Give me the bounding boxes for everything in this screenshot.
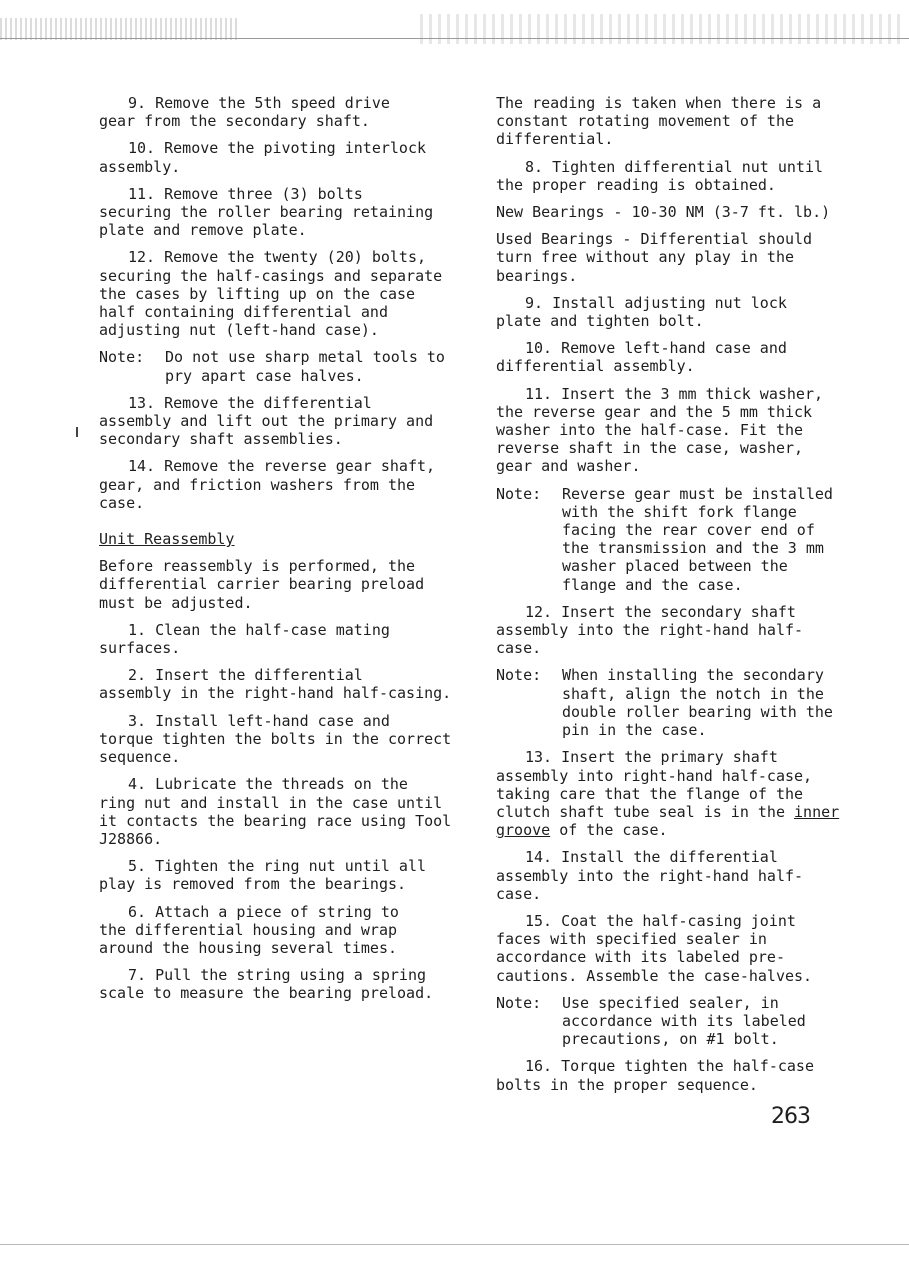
step-13: 13. Remove the differential assembly and lift out the primary and secondary shaft assemblies. bbox=[99, 393, 434, 449]
note-secondary-shaft: Note: When installing the secondary shaft, align the notch in the double roller bearing with the pin in the case. bbox=[496, 666, 833, 740]
note-sharp-tools: Note: Do not use sharp metal tools to pry apart case halves. bbox=[99, 348, 445, 385]
reassembly-step-9: 9. Install adjusting nut lock plate and tighten bolt. bbox=[496, 293, 787, 331]
page-number: 263 bbox=[771, 1104, 810, 1129]
reassembly-step-7: 7. Pull the string using a spring scale to measure the bearing preload. bbox=[99, 966, 434, 1003]
reassembly-step-12: 12. Insert the secondary shaft assembly into the right-hand half-case. bbox=[496, 602, 804, 658]
reassembly-step-3: 3. Install left-hand case and torque tighten the bolts in the correct sequence. bbox=[99, 711, 452, 767]
reassembly-step-4: 4. Lubricate the threads on the ring nut and install in the case until it contacts the bearing race using Tool J28866. bbox=[99, 775, 452, 848]
step-10: 10. Remove the pivoting interlock assembly. bbox=[99, 139, 427, 176]
right-column bbox=[496, 94, 846, 1103]
section-heading-unit-reassembly: Unit Reassembly bbox=[99, 530, 235, 549]
reassembly-step-15: 15. Coat the half-casing joint faces with specified sealer in accordance with its labeled pre-cautions. Assemble the case-halves. bbox=[496, 911, 813, 985]
step-9: 9. Remove the 5th speed drive gear from the secondary shaft. bbox=[99, 94, 390, 131]
reading-intro: The reading is taken when there is a constant rotating movement of the differential. bbox=[496, 94, 822, 149]
reassembly-step-16: 16. Torque tighten the half-case bolts in the proper sequence. bbox=[496, 1057, 814, 1094]
inner-groove-underlined: inner groove bbox=[496, 802, 840, 840]
reassembly-step-14: 14. Install the differential assembly into the right-hand half-case. bbox=[496, 848, 804, 903]
step-14: 14. Remove the reverse gear shaft, gear, and friction washers from the case. bbox=[99, 457, 436, 512]
scan-line-bottom bbox=[0, 1244, 909, 1245]
reassembly-step-10: 10. Remove left-hand case and differential assembly. bbox=[496, 339, 787, 376]
scan-line-top bbox=[0, 38, 909, 39]
reassembly-step-1: 1. Clean the half-case mating surfaces. bbox=[99, 620, 390, 658]
step-12: 12. Remove the twenty (20) bolts, securing the half-casings and separate the cases by lifting up on the case half containing differential and adjusting nut (left-hand case). bbox=[99, 248, 443, 340]
reassembly-step-11: 11. Insert the 3 mm thick washer, the reverse gear and the 5 mm thick washer into the half-case. Fit the reverse shaft in the case, washer, gear and washer. bbox=[496, 384, 824, 476]
reassembly-intro: Before reassembly is performed, the differential carrier bearing preload must be adjusted. bbox=[99, 557, 425, 612]
reassembly-step-13: 13. Insert the primary shaft assembly into right-hand half-case, taking care that the flange of the clutch shaft tube seal is in the inner groove of the case. bbox=[496, 748, 840, 840]
margin-mark bbox=[76, 427, 78, 437]
scan-artifact-top bbox=[0, 0, 909, 56]
note-reverse-gear: Note: Reverse gear must be installed with the shift fork flange facing the rear cover end of the transmission and the 3 mm washer placed between the flange and the case. bbox=[496, 484, 833, 594]
left-column bbox=[99, 94, 459, 1012]
new-bearings-spec: New Bearings - 10-30 NM (3-7 ft. lb.) bbox=[496, 203, 831, 222]
step-11: 11. Remove three (3) bolts securing the roller bearing retaining plate and remove plate. bbox=[99, 184, 434, 240]
reassembly-step-2: 2. Insert the differential assembly in the right-hand half-casing. bbox=[99, 666, 452, 703]
reassembly-step-6: 6. Attach a piece of string to the differential housing and wrap around the housing several times. bbox=[99, 902, 399, 957]
reassembly-step-5: 5. Tighten the ring nut until all play is removed from the bearings. bbox=[99, 857, 427, 894]
used-bearings-spec: Used Bearings - Differential should turn free without any play in the bearings. bbox=[496, 230, 813, 285]
note-sealer: Note: Use specified sealer, in accordance with its labeled precautions, on #1 bolt. bbox=[496, 993, 806, 1049]
reassembly-step-8: 8. Tighten differential nut until the proper reading is obtained. bbox=[496, 157, 824, 194]
